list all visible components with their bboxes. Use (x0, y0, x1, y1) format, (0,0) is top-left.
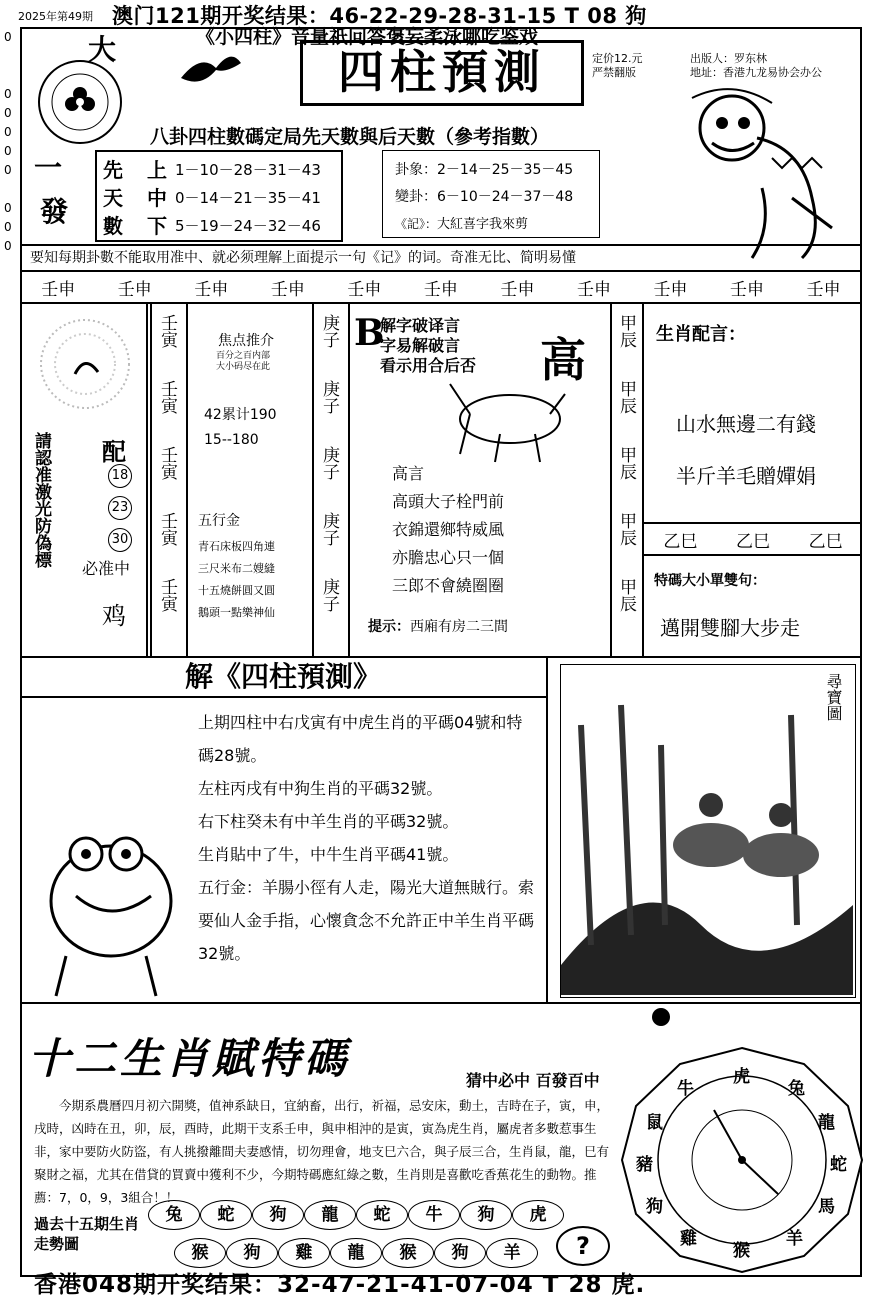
bizhun-label: 必准中 (82, 559, 131, 578)
issue-label: 2025年第49期 (18, 10, 93, 23)
stat-line: 15--180 (204, 432, 259, 448)
hologram-icon (30, 314, 140, 414)
wheel-label: 虎 (733, 1067, 750, 1087)
stem-cell: 甲辰 (616, 380, 636, 414)
trend-item: 龍 (330, 1238, 382, 1268)
copyright-label: 严禁翻版 (592, 66, 636, 79)
focus-title: 焦点推介 (218, 333, 274, 349)
poem-line: 青石床板四角連 (198, 540, 275, 553)
lion-dance-icon (662, 78, 852, 268)
riddle-line: 字易解破言 (380, 336, 461, 355)
bagua-label: 數 (103, 214, 123, 238)
bagua-label: 天 (103, 186, 123, 210)
stem-cell: 庚子 (319, 380, 339, 414)
trend-item: 虎 (512, 1200, 564, 1230)
yisi-cell: 乙巳 (663, 531, 698, 552)
price-label: 定价12.元 (592, 52, 643, 65)
stem-cell: 庚子 (319, 512, 339, 546)
trend-item: 龍 (304, 1200, 356, 1230)
stem-cell: 壬申 (806, 279, 841, 300)
trend-item: 猴 (382, 1238, 434, 1268)
riddle-panel (350, 304, 610, 656)
stem-cell: 壬申 (347, 279, 382, 300)
pei-number: 30 (108, 528, 132, 552)
zodiac-wheel (618, 1044, 866, 1276)
wheel-label: 豬 (636, 1155, 653, 1175)
stem-cell: 壬寅 (157, 578, 177, 612)
wuxing-label: 五行金 (198, 513, 240, 529)
special-title: 特碼大小單雙句： (654, 573, 766, 589)
wheel-label: 牛 (677, 1079, 694, 1099)
zodiac-line: 山水無邊二有錢 (676, 412, 816, 436)
dot-icon (652, 1008, 670, 1026)
bagua-nums: 5－19－24－32－46 (175, 217, 321, 235)
seal-glyph: 一 (34, 151, 63, 184)
special-line: 邁開雙腳大步走 (660, 616, 800, 640)
bagua-nums: 0－14－21－35－41 (175, 189, 321, 207)
trend-item: 蛇 (356, 1200, 408, 1230)
seal-glyph: 大 (88, 33, 117, 66)
col2-stems (150, 304, 188, 656)
verse-line: 亦膽忠心只一個 (392, 548, 505, 567)
trend-item: 兔 (148, 1200, 200, 1230)
tagline: 猜中必中 百發百中 (466, 1071, 600, 1090)
trend-item: 羊 (486, 1238, 538, 1268)
wheel-label: 猴 (733, 1241, 750, 1261)
stem-cell: 甲辰 (616, 578, 636, 612)
stem-cell: 壬申 (423, 279, 458, 300)
explain-paragraph: 左柱丙戌有中狗生肖的平碼32號。 (198, 779, 443, 798)
focus-panel (190, 304, 310, 656)
stem-cell: 壬申 (194, 279, 229, 300)
yisi-cell: 乙巳 (808, 531, 843, 552)
pei-label: 配 (102, 437, 126, 466)
verse-line: 衣錦還鄉特威風 (392, 520, 505, 539)
horse-riders-icon (561, 665, 853, 995)
bian-gua: 變卦：6－10－24－37－48 (395, 189, 574, 205)
pei-number: 18 (108, 464, 132, 488)
bagua-main-box (95, 150, 343, 242)
focus-sub: 百分之百内部 (216, 351, 271, 361)
stem-cell: 庚子 (319, 446, 339, 480)
page-title: 四柱預測 (338, 45, 546, 99)
explain-paragraph: 上期四柱中右戊寅有中虎生肖的平碼04號和特碼28號。 (198, 713, 523, 765)
explain-title: 解《四柱預測》 (184, 660, 381, 693)
footer-result: 香港048期开奖结果：32-47-21-41-07-04 T 28 虎. (34, 1272, 646, 1298)
title-box (300, 40, 584, 106)
stem-cell: 壬寅 (157, 314, 177, 348)
wheel-label: 兔 (788, 1079, 805, 1099)
riddle-line: 看示用合后否 (380, 356, 477, 375)
stem-cell: 壬寅 (157, 380, 177, 414)
zodiac-title: 生肖配言： (656, 324, 746, 345)
bottom-article: 今期系農曆四月初六開獎，值神系缺日，宜納畜，出行，祈福，忌安床，動土，吉時在子，寅，申，戌時，凶時在丑，卯，辰，酉時，此期干支系壬申，與申相沖的是寅，寅為虎生肖，屬虎者多數惹事生非，家中要防火防盜，有人挑撥離間夫妻感情，切勿理會，地支巳六合，與子辰三合，生肖鼠，龍，巳有聚財之福，尤其在借貸的買賣中獲利不少，今期特碼應紅綠之數，生肖則是喜歡吃香蕉花生的動物。推薦：7，0，9，3組合！！ (34, 1098, 610, 1205)
trend-item: 牛 (408, 1200, 460, 1230)
wheel-label: 羊 (786, 1229, 803, 1249)
wheel-label: 狗 (646, 1197, 663, 1217)
ji-line: 《記》：大紅喜字我來剪 (395, 217, 529, 232)
stem-cell: 庚子 (319, 314, 339, 348)
publisher-label: 出版人：罗东林 (690, 52, 767, 65)
stem-cell: 庚子 (319, 578, 339, 612)
stem-cell: 壬申 (41, 279, 76, 300)
explain-paragraph: 五行金：羊腸小徑有人走，陽光大道無賊行。索要仙人金手指，心懷貪念不允許正中羊生肖平碼32號。 (198, 878, 535, 963)
yisi-row (644, 522, 862, 556)
notice-text: 要知每期卦數不能取用准中、就必须理解上面提示一句《记》的词。奇准无比、简明易懂 (30, 250, 576, 266)
col3-stems (312, 304, 350, 656)
trend-item: 猴 (174, 1238, 226, 1268)
bagua-pos: 上 (147, 158, 167, 182)
wheel-label: 蛇 (830, 1155, 847, 1175)
wheel-label: 雞 (680, 1229, 697, 1249)
zodiac-panel (644, 304, 862, 656)
subtitle-banner: 《小四柱》音量祇冋答褒妄柔泳哪吃鉴戏 (196, 26, 539, 48)
address-label: 地址：香港九龙易协会办公 (690, 66, 822, 79)
stem-cell: 壬申 (576, 279, 611, 300)
hint-line: 提示：西廂有房二三間 (368, 619, 508, 635)
stem-row (20, 272, 862, 304)
deer-icon (440, 374, 570, 464)
trend-item: 雞 (278, 1238, 330, 1268)
stem-cell: 壬申 (270, 279, 305, 300)
trend-item: 狗 (434, 1238, 486, 1268)
animal-label: 鸡 (102, 602, 126, 630)
yisi-cell: 乙巳 (735, 531, 770, 552)
bagua-nums: 1－10－28－31－43 (175, 161, 321, 179)
trend-item: 狗 (252, 1200, 304, 1230)
stem-cell: 甲辰 (616, 446, 636, 480)
bottom-banner: 十二生肖賦特碼 (28, 1034, 351, 1083)
focus-sub: 大小码尽在此 (216, 362, 271, 372)
stem-cell: 甲辰 (616, 314, 636, 348)
col1-panel (20, 304, 148, 656)
gua-box (382, 150, 600, 238)
verse-line: 高言 (392, 464, 425, 483)
seal-emblem (38, 60, 122, 144)
bagua-label: 先 (103, 158, 123, 182)
flower-icon (40, 62, 120, 142)
bagua-pos: 中 (147, 186, 167, 210)
trend-item: 蛇 (200, 1200, 252, 1230)
explain-text-box (20, 696, 548, 1004)
stem-cell: 壬申 (730, 279, 765, 300)
poem-line: 鵝頭一點樂神仙 (198, 606, 275, 619)
seal-glyph: 發 (40, 195, 69, 228)
zodiac-line: 半斤羊毛贈嬋娟 (676, 464, 816, 488)
big-char: 高 (540, 333, 586, 387)
notice-bar (20, 244, 862, 272)
stem-cell: 壬申 (500, 279, 535, 300)
explain-paragraph: 右下柱癸未有中羊生肖的平碼32號。 (198, 812, 459, 831)
frog-mascot-icon (26, 816, 196, 1001)
explain-title-box (20, 656, 548, 698)
stem-cell: 甲辰 (616, 512, 636, 546)
col4-stems (610, 304, 644, 656)
stat-line: 42累计190 (204, 407, 277, 423)
treasure-label: 尋寶圖 (820, 671, 847, 723)
stem-cell: 壬申 (653, 279, 688, 300)
top-result-banner: 澳门121期开奖结果：46-22-29-28-31-15 T 08 狗 (112, 4, 647, 28)
question-mark-icon: ? (556, 1226, 610, 1266)
trend-label: 過去十五期生肖走勢圖 (34, 1215, 140, 1253)
side-digits: 0 0 0 0 0 0 0 0 0 (4, 30, 12, 253)
verify-text: 請認准激光防偽標 (31, 432, 51, 568)
verse-line: 三郎不會繞圈圈 (392, 576, 505, 595)
riddle-line: 解字破译言 (380, 316, 461, 335)
pei-number: 23 (108, 496, 132, 520)
gua-xiang: 卦象：2－14－25－35－45 (395, 162, 574, 178)
riddle-letter: B (354, 312, 385, 354)
stem-cell: 壬寅 (157, 512, 177, 546)
poem-line: 三尺米布二嫂縫 (198, 562, 275, 575)
bird-icon (176, 48, 246, 88)
stem-cell: 壬寅 (157, 446, 177, 480)
wheel-label: 馬 (818, 1197, 835, 1217)
wheel-label: 鼠 (646, 1113, 663, 1133)
stem-cell: 壬申 (117, 279, 152, 300)
trend-item: 狗 (460, 1200, 512, 1230)
verse-line: 高頭大子栓門前 (392, 492, 505, 511)
poem-line: 十五燒餅圓又圓 (198, 584, 275, 597)
wheel-label: 龍 (818, 1113, 835, 1133)
bagua-pos: 下 (147, 214, 167, 238)
treasure-map (560, 664, 856, 998)
trend-item: 狗 (226, 1238, 278, 1268)
bagua-heading: 八卦四柱數碼定局先天數與后天數（參考指數） (150, 126, 550, 148)
explain-paragraph: 生肖貼中了牛，中牛生肖平碼41號。 (198, 845, 459, 864)
